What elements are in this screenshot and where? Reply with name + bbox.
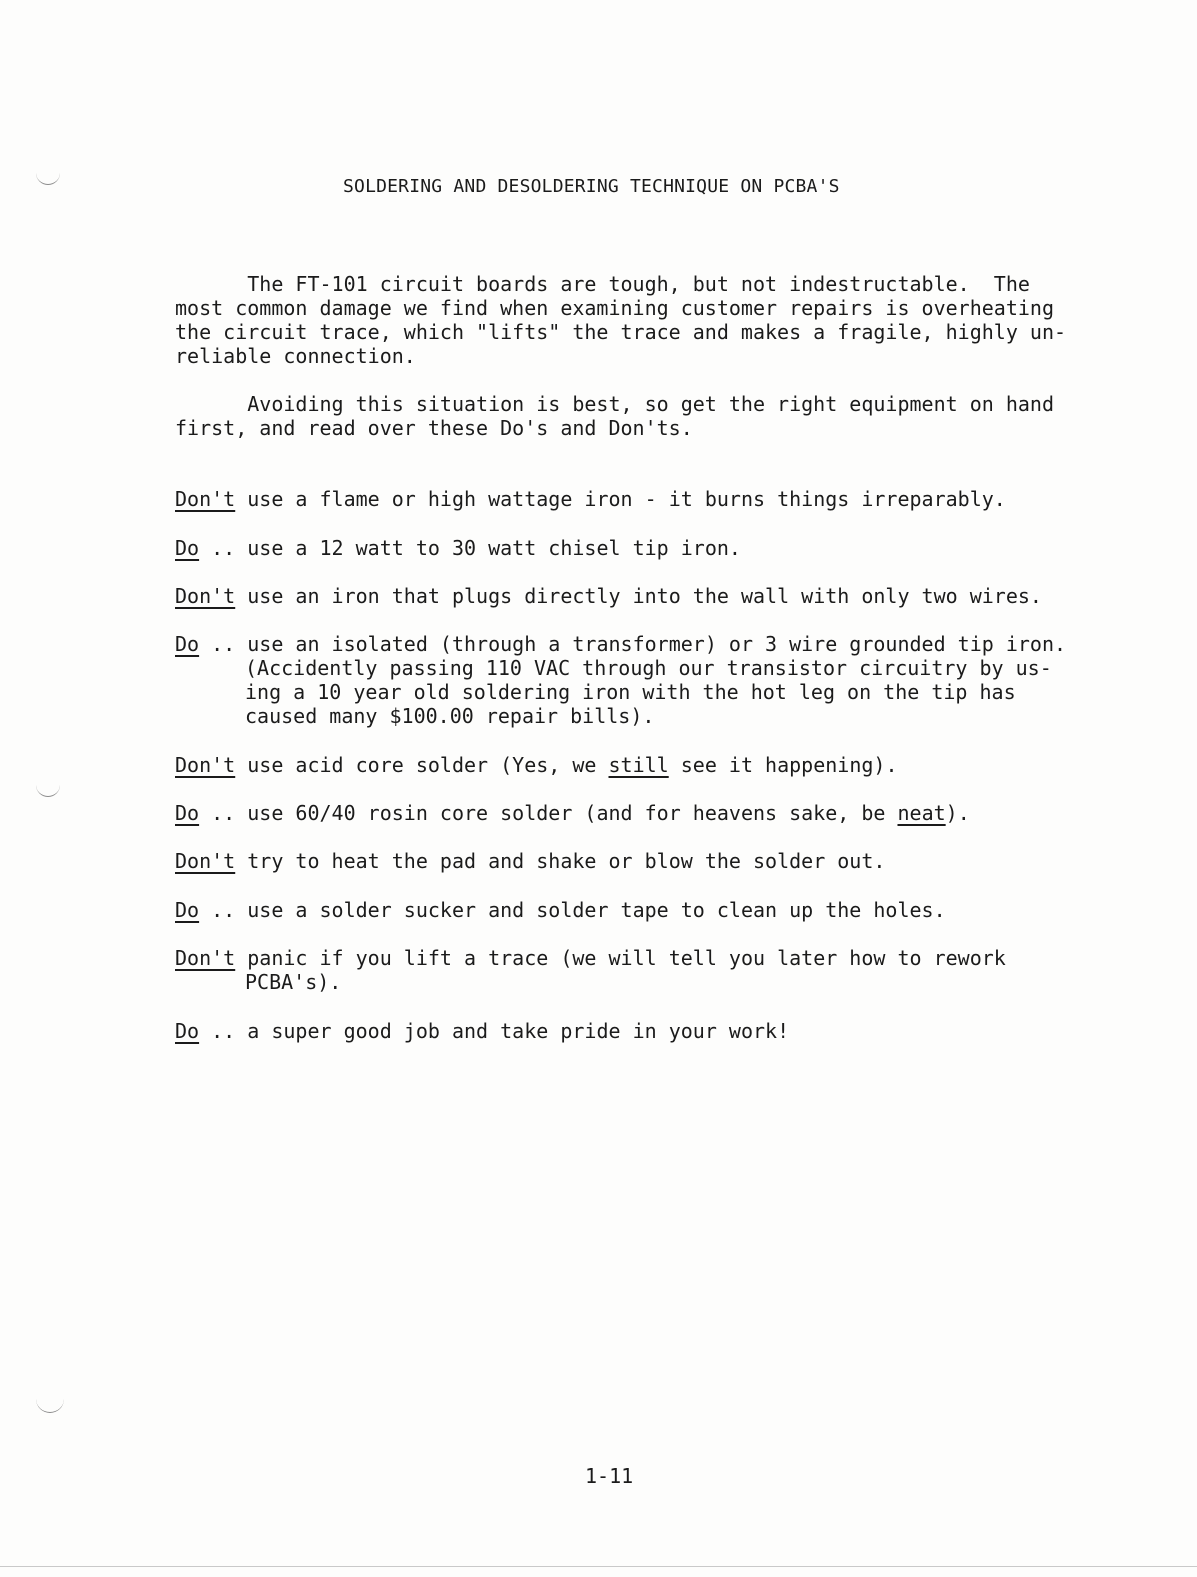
- page-number: 1-11: [585, 1464, 634, 1488]
- do-label: Do: [175, 801, 200, 825]
- do-item-wattage: [175, 536, 1055, 560]
- do-item-isolated-iron: [175, 632, 1067, 728]
- item-text: .. a super good job and take pride in your work!: [199, 1019, 790, 1043]
- item-text-continued: ing a 10 year old soldering iron with the hot leg on the tip has: [245, 680, 1016, 704]
- text-line: reliable connection.: [175, 344, 416, 368]
- item-text: use a flame or high wattage iron - it burns things irreparably.: [235, 487, 1006, 511]
- dont-label: Don't: [175, 849, 236, 873]
- do-item-solder-sucker: [175, 898, 1055, 922]
- item-text: see it happening).: [668, 753, 898, 777]
- do-label: Do: [175, 1019, 200, 1043]
- do-item-good-job: [175, 1019, 1055, 1043]
- do-label: Do: [175, 632, 200, 656]
- dont-item-shake-solder: [175, 849, 1055, 873]
- binder-hole-mark-bottom: [36, 1394, 64, 1413]
- item-text: .. use a 12 watt to 30 watt chisel tip iron.: [199, 536, 741, 560]
- text-line: the circuit trace, which "lifts" the trace and makes a fragile, highly un-: [175, 320, 1067, 344]
- item-text: use acid core solder (Yes, we: [235, 753, 609, 777]
- do-item-rosin-core: [175, 801, 1055, 825]
- dont-label: Don't: [175, 946, 236, 970]
- dont-label: Don't: [175, 487, 236, 511]
- item-text-continued: PCBA's).: [245, 970, 342, 994]
- scan-edge-line: [0, 1566, 1197, 1567]
- dont-item-panic: [175, 946, 1055, 994]
- item-text: ).: [945, 801, 970, 825]
- do-label: Do: [175, 536, 200, 560]
- item-text: panic if you lift a trace (we will tell you later how to rework: [235, 946, 1006, 970]
- intro-paragraph-1: [175, 272, 1067, 368]
- do-label: Do: [175, 898, 200, 922]
- dont-item-wall-plug: [175, 584, 1055, 608]
- text-line: The FT-101 circuit boards are tough, but not indestructable. The: [175, 272, 1030, 296]
- intro-paragraph-2: [175, 392, 1054, 440]
- dont-label: Don't: [175, 753, 236, 777]
- binder-hole-mark-middle: [36, 780, 60, 797]
- item-text: try to heat the pad and shake or blow the solder out.: [235, 849, 886, 873]
- text-line: most common damage we find when examining customer repairs is overheating: [175, 296, 1054, 320]
- item-text: .. use a solder sucker and solder tape to clean up the holes.: [199, 898, 946, 922]
- binder-hole-mark-top: [36, 168, 60, 185]
- item-text-continued: (Accidently passing 110 VAC through our transistor circuitry by us-: [245, 656, 1052, 680]
- text-line: first, and read over these Do's and Don'ts.: [175, 416, 693, 440]
- emphasized-word: neat: [897, 801, 946, 825]
- dont-item-acid-core: [175, 753, 1055, 777]
- dont-item-flame: [175, 487, 1055, 511]
- item-text: .. use 60/40 rosin core solder (and for heavens sake, be: [199, 801, 898, 825]
- emphasized-word: still: [608, 753, 669, 777]
- dont-label: Don't: [175, 584, 236, 608]
- item-text: use an iron that plugs directly into the wall with only two wires.: [235, 584, 1042, 608]
- document-title: SOLDERING AND DESOLDERING TECHNIQUE ON PCBA'S: [343, 176, 840, 197]
- text-line: Avoiding this situation is best, so get the right equipment on hand: [175, 392, 1054, 416]
- item-text-continued: caused many $100.00 repair bills).: [245, 704, 655, 728]
- item-text: .. use an isolated (through a transformer) or 3 wire grounded tip iron.: [199, 632, 1067, 656]
